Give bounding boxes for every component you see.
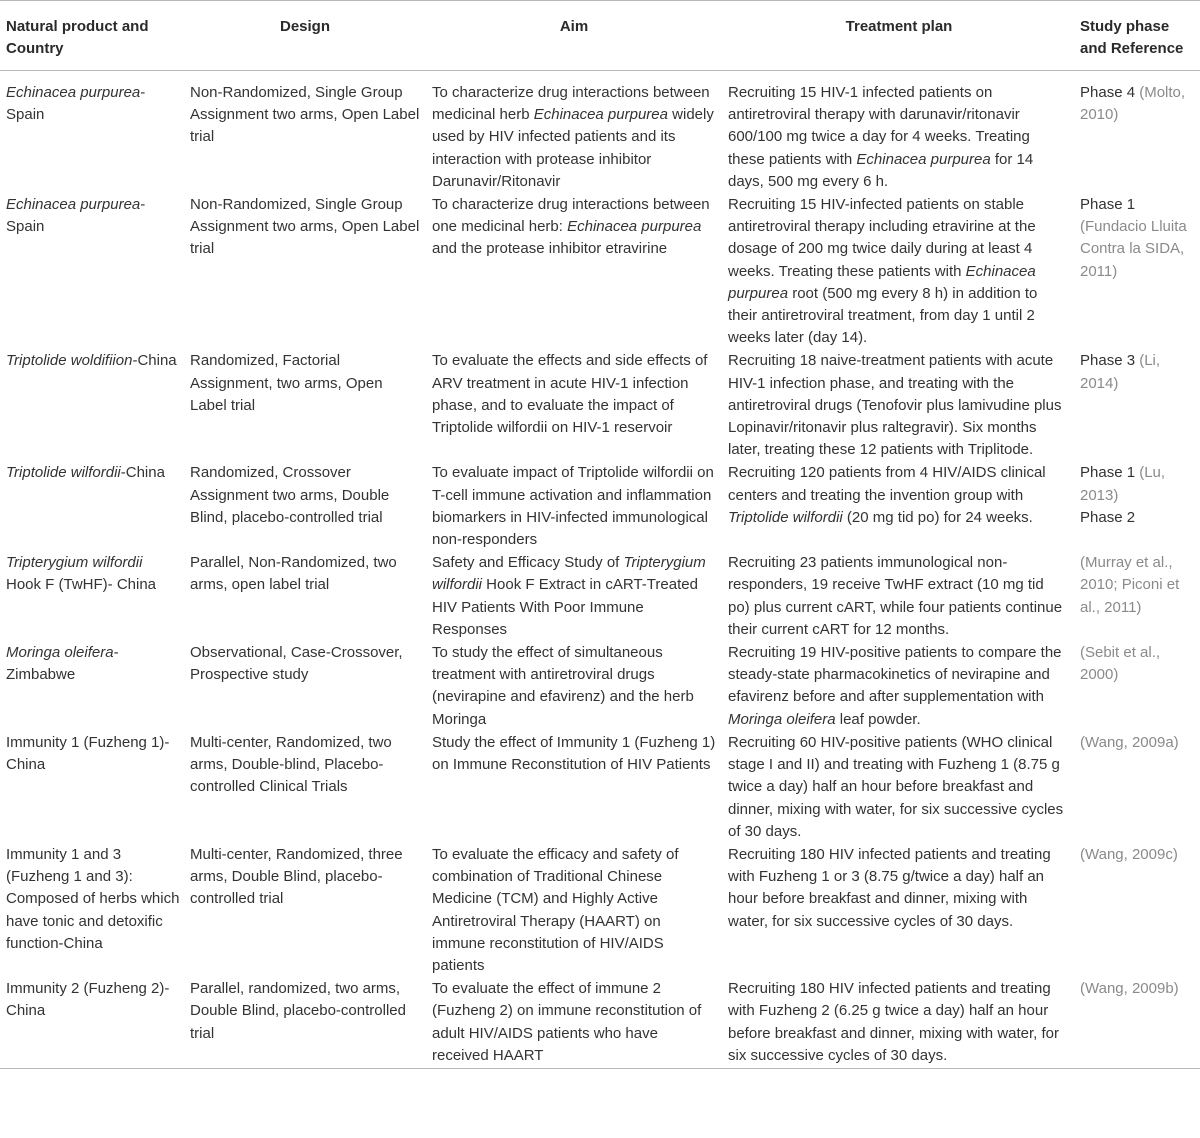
cell-design: Parallel, Non-Randomized, two arms, open label trial: [190, 554, 397, 594]
treatment-plan-segment: root (500 mg every 8 h) in addition to their antiretroviral treatment, from day 1 until 2 weeks later (day 14).: [728, 284, 1038, 347]
cell-treatment-plan: [722, 71, 1074, 195]
reference-segment: (Wang, 2009b): [1080, 980, 1179, 998]
cell-natural-product: [0, 462, 184, 552]
cell-treatment-plan: [722, 462, 1074, 552]
header-row: [0, 1, 1200, 71]
reference-segment: Phase 4: [1080, 84, 1140, 101]
table-row: [0, 978, 1200, 1068]
cell-study-phase-reference: [1074, 552, 1200, 642]
header-study-phase: Study phase and Reference: [1080, 18, 1184, 58]
treatment-plan-segment: Recruiting 120 patients from 4 HIV/AIDS clinical centers and treating the invention group with: [728, 464, 1046, 504]
aim-segment: To characterize drug interactions between one medicinal herb:: [432, 196, 710, 236]
aim-segment: Safety and Efficacy Study of: [432, 554, 624, 572]
treatment-plan-segment: leaf powder.: [835, 710, 921, 728]
aim-segment: Echinacea purpurea: [567, 218, 702, 236]
table-row: [0, 71, 1200, 195]
aim-segment: Hook F Extract in cART-Treated HIV Patients With Poor Immune Responses: [432, 576, 698, 638]
natural-product-segment: Tripterygium wilfordii: [6, 554, 143, 572]
aim-segment: Tripterygium wilfordii: [432, 554, 706, 594]
reference-segment: (Murray et al., 2010; Piconi et al., 2011): [1080, 554, 1180, 616]
cell-design: Observational, Case-Crossover, Prospective study: [190, 644, 403, 684]
cell-natural-product: [0, 732, 184, 844]
treatment-plan-segment: Moringa oleifera: [728, 710, 836, 728]
cell-design: Randomized, Crossover Assignment two arms, Double Blind, placebo-controlled trial: [190, 464, 390, 526]
cell-study-phase-reference: [1074, 844, 1200, 978]
treatment-plan-segment: (20 mg tid po) for 24 weeks.: [842, 508, 1033, 526]
aim-segment: widely used by HIV infected patients and its interaction with protease inhibitor Darunavir/Ritonavir: [432, 106, 714, 190]
natural-product-segment: -China: [132, 352, 177, 370]
natural-product-segment: -Zimbabwe: [6, 644, 119, 684]
header-treatment-plan: Treatment plan: [845, 18, 953, 35]
cell-study-phase-reference: [1074, 194, 1200, 350]
treatment-plan-segment: Echinacea purpurea: [728, 262, 1036, 302]
header-design: Design: [279, 18, 330, 35]
cell-natural-product: [0, 350, 184, 462]
cell-aim: [424, 71, 722, 195]
header-natural-product: Natural product and Country: [6, 18, 149, 58]
table-body: [0, 71, 1200, 1069]
cell-treatment-plan: [722, 978, 1074, 1068]
treatment-plan-segment: Recruiting 15 HIV-1 infected patients on antiretroviral therapy with darunavir/ritonavir 600/100 mg twice a day for 4 weeks. Treating these patients with: [728, 84, 1030, 168]
natural-product-segment: Echinacea purpurea: [6, 196, 141, 214]
cell-aim: [424, 194, 722, 350]
reference-segment: Phase 3: [1080, 352, 1140, 370]
header-aim: Aim: [559, 18, 589, 35]
cell-study-phase-reference: [1074, 978, 1200, 1068]
cell-treatment-plan: [722, 642, 1074, 732]
cell-aim: [424, 642, 722, 732]
natural-product-segment: Triptolide woldifiion: [6, 352, 133, 370]
natural-product-segment: Hook F (TwHF)- China: [6, 576, 157, 594]
treatment-plan-segment: Triptolide wilfordii: [728, 508, 843, 526]
natural-product-segment: -Spain: [6, 84, 146, 124]
natural-product-segment: Immunity 1 and 3 (Fuzheng 1 and 3): Composed of herbs which have tonic and detoxific function-China: [6, 845, 180, 952]
reference-segment: (Wang, 2009c): [1080, 845, 1178, 863]
aim-segment: Echinacea purpurea: [533, 106, 668, 124]
cell-design: Non-Randomized, Single Group Assignment two arms, Open Label trial: [190, 196, 420, 258]
reference-segment: (Sebit et al., 2000): [1080, 644, 1161, 684]
table-row: [0, 732, 1200, 844]
aim-segment: To characterize drug interactions between medicinal herb: [432, 84, 710, 124]
cell-treatment-plan: [722, 350, 1074, 462]
treatment-plan-segment: Recruiting 180 HIV infected patients and treating with Fuzheng 1 or 3 (8.75 g/twice a day) half an hour before breakfast and dinner, mixing with water, for six successive cycles of 30 days.: [728, 845, 1051, 930]
cell-aim: [424, 462, 722, 552]
cell-natural-product: [0, 844, 184, 978]
cell-treatment-plan: [722, 552, 1074, 642]
reference-segment: (Fundacio Lluita Contra la SIDA, 2011): [1080, 218, 1187, 280]
cell-natural-product: [0, 642, 184, 732]
natural-product-segment: Immunity 2 (Fuzheng 2)- China: [6, 980, 170, 1020]
cell-design: Parallel, randomized, two arms, Double Blind, placebo-controlled trial: [190, 980, 406, 1042]
reference-segment: Phase 1: [1080, 464, 1140, 482]
reference-segment: (Molto, 2010): [1080, 84, 1186, 124]
reference-segment: (Li, 2014): [1080, 352, 1161, 392]
treatment-plan-segment: Echinacea purpurea: [856, 150, 991, 168]
cell-study-phase-reference: [1074, 71, 1200, 195]
cell-treatment-plan: [722, 844, 1074, 978]
aim-segment: To evaluate the effects and side effects of ARV treatment in acute HIV-1 infection phase, and to evaluate the impact of Triptolide wilfordii on HIV-1 reservoir: [432, 352, 708, 437]
reference-segment: Phase 2: [1080, 508, 1136, 526]
cell-study-phase-reference: [1074, 350, 1200, 462]
aim-segment: To evaluate the efficacy and safety of combination of Traditional Chinese Medicine (TCM) and Highly Active Antiretroviral Therapy (HAART) on immune reconstitution of HIV/AIDS patients: [432, 845, 679, 974]
natural-product-segment: Echinacea purpurea: [6, 84, 141, 101]
cell-study-phase-reference: [1074, 462, 1200, 552]
aim-segment: To study the effect of simultaneous treatment with antiretroviral drugs (nevirapine and efavirenz) and the herb Moringa: [432, 644, 694, 728]
cell-study-phase-reference: [1074, 732, 1200, 844]
cell-natural-product: [0, 552, 184, 642]
cell-design: Randomized, Factorial Assignment, two arms, Open Label trial: [190, 352, 383, 414]
treatment-plan-segment: Recruiting 18 naive-treatment patients with acute HIV-1 infection phase, and treating with the antiretroviral drugs (Tenofovir plus lamivudine plus Lopinavir/ritonavir plus raltegravir). Six months later, treating these 12 patients with Triplitode.: [728, 352, 1062, 459]
reference-segment: (Lu, 2013): [1080, 464, 1166, 504]
cell-aim: [424, 978, 722, 1068]
treatment-plan-segment: Recruiting 23 patients immunological non-responders, 19 receive TwHF extract (10 mg tid po) plus current cART, while four patients continue their current cART for 12 months.: [728, 554, 1063, 638]
aim-segment: To evaluate the effect of immune 2 (Fuzheng 2) on immune reconstitution of adult HIV/AIDS patients who have received HAART: [432, 980, 702, 1064]
natural-product-segment: Triptolide wilfordii: [6, 464, 121, 482]
cell-natural-product: [0, 71, 184, 195]
cell-study-phase-reference: [1074, 642, 1200, 732]
cell-design: Non-Randomized, Single Group Assignment two arms, Open Label trial: [190, 84, 420, 146]
table-row: [0, 194, 1200, 350]
cell-aim: [424, 844, 722, 978]
natural-product-segment: -China: [120, 464, 165, 482]
cell-natural-product: [0, 194, 184, 350]
natural-product-segment: Moringa oleifera: [6, 644, 114, 662]
treatment-plan-segment: Recruiting 15 HIV-infected patients on stable antiretroviral therapy including etravirine at the dosage of 200 mg twice daily during at least 4 weeks. Treating these patients with: [728, 196, 1036, 280]
table-row: [0, 552, 1200, 642]
treatment-plan-segment: Recruiting 19 HIV-positive patients to compare the steady-state pharmacokinetics of nevirapine and efavirenz before and after supplementation with: [728, 644, 1062, 706]
aim-segment: Study the effect of Immunity 1 (Fuzheng 1) on Immune Reconstitution of HIV Patients: [432, 733, 716, 774]
reference-segment: Phase 1: [1080, 196, 1136, 214]
table-row: [0, 462, 1200, 552]
treatment-plan-segment: Recruiting 60 HIV-positive patients (WHO clinical stage I and II) and treating with Fuzheng 1 (8.75 g twice a day) half an hour before breakfast and dinner, mixing with water, for six successive cycles of 30 days.: [728, 733, 1064, 840]
table-row: [0, 844, 1200, 978]
cell-aim: [424, 552, 722, 642]
cell-design: Multi-center, Randomized, three arms, Double Blind, placebo-controlled trial: [190, 845, 403, 908]
table-row: [0, 642, 1200, 732]
aim-segment: and the protease inhibitor etravirine: [432, 240, 668, 258]
cell-treatment-plan: [722, 194, 1074, 350]
treatment-plan-segment: Recruiting 180 HIV infected patients and treating with Fuzheng 2 (6.25 g twice a day) half an hour before breakfast and dinner, mixing with water, for six successive cycles of 30 days.: [728, 980, 1060, 1064]
table-row: [0, 350, 1200, 462]
cell-treatment-plan: [722, 732, 1074, 844]
cell-aim: [424, 350, 722, 462]
treatment-plan-segment: for 14 days, 500 mg every 6 h.: [728, 150, 1034, 190]
reference-segment: (Wang, 2009a): [1080, 733, 1179, 751]
natural-product-segment: -Spain: [6, 196, 146, 236]
cell-natural-product: [0, 978, 184, 1068]
cell-aim: [424, 732, 722, 844]
natural-product-segment: Immunity 1 (Fuzheng 1)- China: [6, 733, 170, 774]
cell-design: Multi-center, Randomized, two arms, Double-blind, Placebo-controlled Clinical Trials: [190, 733, 392, 796]
aim-segment: To evaluate impact of Triptolide wilfordii on T-cell immune activation and inflammation biomarkers in HIV-infected immunological non-responders: [432, 464, 714, 549]
